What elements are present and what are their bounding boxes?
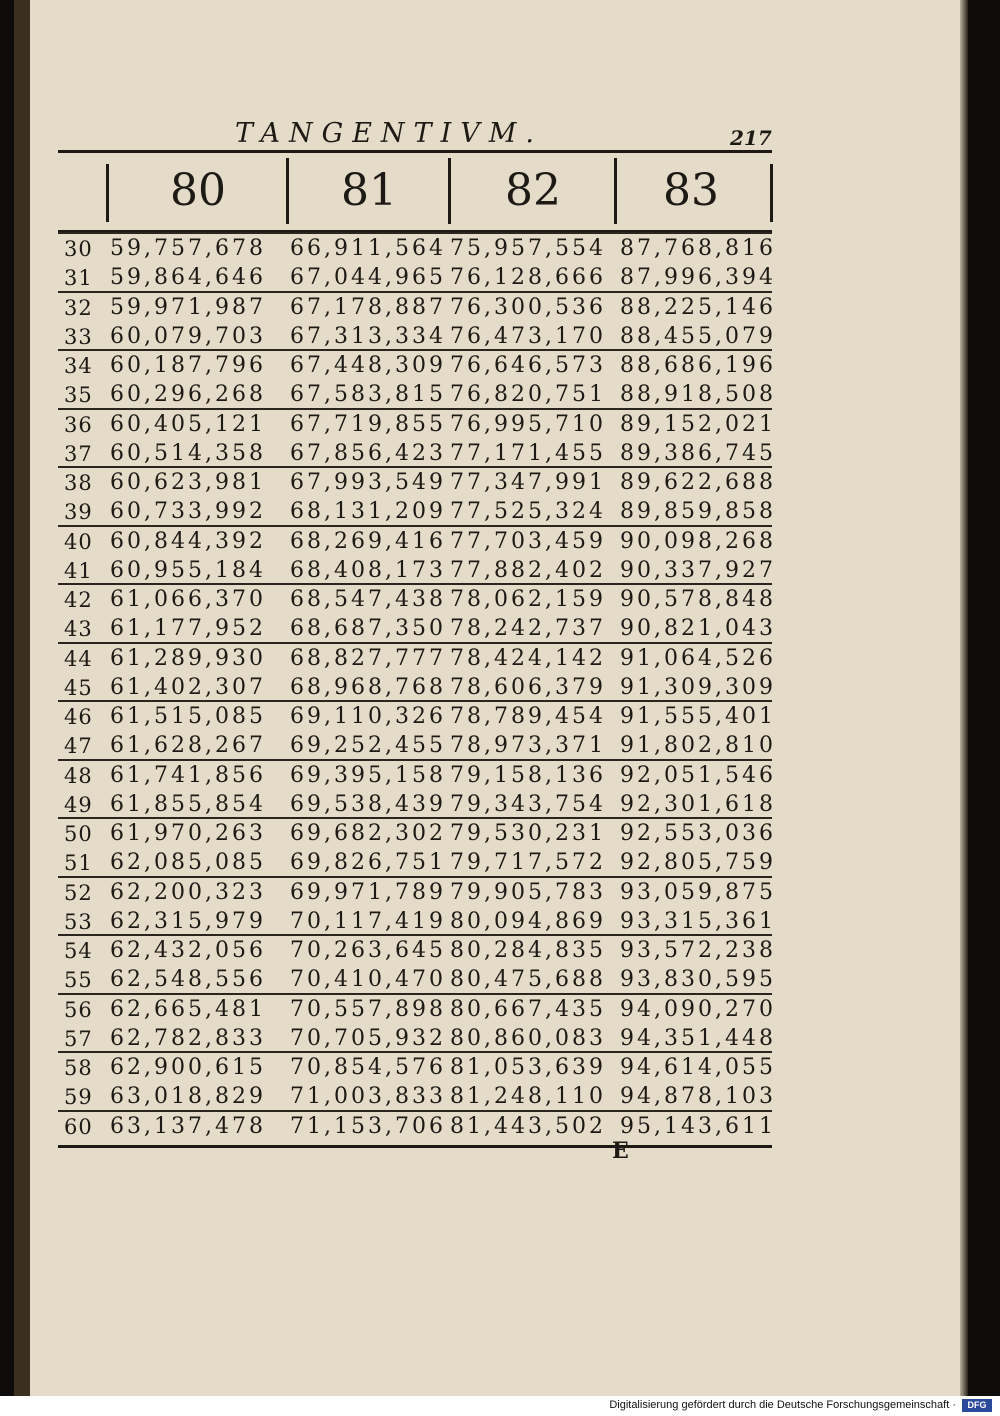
value-cell-81: 68,968,768 xyxy=(290,674,446,700)
minute-cell: 38 xyxy=(64,471,93,495)
table-row xyxy=(58,790,776,820)
minute-cell: 54 xyxy=(64,939,93,963)
table-row xyxy=(58,468,776,498)
value-cell-80: 59,757,678 xyxy=(110,236,266,261)
value-cell-82: 76,128,666 xyxy=(450,265,606,290)
value-cell-81: 70,117,419 xyxy=(290,908,446,934)
value-cell-81: 70,263,645 xyxy=(290,938,446,963)
table-top-rule xyxy=(58,150,772,153)
value-cell-82: 76,646,573 xyxy=(450,353,606,378)
table-row xyxy=(58,995,776,1025)
value-cell-80: 61,855,854 xyxy=(110,791,266,817)
value-cell-83: 90,098,268 xyxy=(620,528,776,554)
minute-cell: 59 xyxy=(64,1085,93,1109)
value-cell-82: 76,473,170 xyxy=(450,323,606,349)
minute-cell: 60 xyxy=(64,1114,93,1139)
value-cell-80: 62,432,056 xyxy=(110,938,266,963)
value-cell-80: 62,900,615 xyxy=(110,1055,266,1080)
value-cell-83: 87,996,394 xyxy=(620,265,776,290)
value-cell-81: 69,971,789 xyxy=(290,879,446,905)
value-cell-80: 61,741,856 xyxy=(110,762,266,788)
value-cell-83: 93,830,595 xyxy=(620,967,776,992)
minute-cell: 37 xyxy=(64,441,93,466)
value-cell-83: 92,553,036 xyxy=(620,821,776,846)
table-row xyxy=(58,439,776,469)
value-cell-81: 69,826,751 xyxy=(290,850,446,875)
table-row xyxy=(58,878,776,908)
value-cell-82: 77,882,402 xyxy=(450,557,606,583)
value-cell-81: 71,003,833 xyxy=(290,1084,446,1109)
value-cell-81: 66,911,564 xyxy=(290,236,446,261)
minute-cell: 41 xyxy=(64,558,93,583)
dfg-logo: DFG xyxy=(962,1399,992,1412)
minute-cell: 47 xyxy=(64,734,93,758)
value-cell-82: 80,667,435 xyxy=(450,996,606,1022)
table-row xyxy=(58,410,776,440)
table-row xyxy=(58,1082,776,1112)
table-row xyxy=(58,263,776,293)
page-number: 217 xyxy=(730,126,772,150)
minute-cell: 51 xyxy=(64,851,93,875)
value-cell-80: 60,623,981 xyxy=(110,470,266,495)
minute-cell: 33 xyxy=(64,324,93,349)
minute-cell: 34 xyxy=(64,354,93,378)
minute-cell: 43 xyxy=(64,617,93,641)
value-cell-83: 91,064,526 xyxy=(620,645,776,671)
footer-bar xyxy=(0,1396,1000,1416)
column-header-80: 80 xyxy=(170,165,226,216)
value-cell-82: 79,343,754 xyxy=(450,791,606,817)
value-cell-81: 67,719,855 xyxy=(290,411,446,437)
table-row xyxy=(58,907,776,937)
value-cell-83: 89,386,745 xyxy=(620,440,776,466)
table-row xyxy=(58,1053,776,1083)
value-cell-80: 61,402,307 xyxy=(110,674,266,700)
table-row xyxy=(58,322,776,352)
value-cell-82: 78,242,737 xyxy=(450,616,606,641)
table-row xyxy=(58,585,776,615)
value-cell-80: 59,864,646 xyxy=(110,265,266,290)
minute-cell: 42 xyxy=(64,588,93,612)
value-cell-80: 60,955,184 xyxy=(110,557,266,583)
value-cell-80: 61,289,930 xyxy=(110,645,266,671)
value-cell-81: 69,538,439 xyxy=(290,791,446,817)
table-row xyxy=(58,761,776,791)
value-cell-81: 67,448,309 xyxy=(290,353,446,378)
value-cell-82: 79,905,783 xyxy=(450,879,606,905)
table-row xyxy=(58,614,776,644)
value-cell-80: 63,018,829 xyxy=(110,1084,266,1109)
table-row xyxy=(58,380,776,410)
minute-cell: 44 xyxy=(64,646,93,671)
value-cell-83: 91,309,309 xyxy=(620,674,776,700)
value-cell-83: 93,572,238 xyxy=(620,938,776,963)
value-cell-80: 60,733,992 xyxy=(110,499,266,524)
value-cell-81: 68,131,209 xyxy=(290,499,446,524)
table-row xyxy=(58,673,776,703)
minute-cell: 50 xyxy=(64,822,93,846)
table-row xyxy=(58,936,776,966)
value-cell-80: 62,315,979 xyxy=(110,908,266,934)
value-cell-81: 70,410,470 xyxy=(290,967,446,992)
value-cell-80: 60,405,121 xyxy=(110,411,266,437)
table-row xyxy=(58,848,776,878)
value-cell-83: 91,802,810 xyxy=(620,733,776,758)
value-cell-81: 69,252,455 xyxy=(290,733,446,758)
value-cell-80: 62,665,481 xyxy=(110,996,266,1022)
value-cell-80: 62,085,085 xyxy=(110,850,266,875)
value-cell-83: 92,805,759 xyxy=(620,850,776,875)
value-cell-82: 81,443,502 xyxy=(450,1113,606,1139)
value-cell-81: 70,705,932 xyxy=(290,1025,446,1051)
minute-cell: 56 xyxy=(64,997,93,1022)
value-cell-81: 68,687,350 xyxy=(290,616,446,641)
value-cell-80: 61,628,267 xyxy=(110,733,266,758)
value-cell-81: 67,313,334 xyxy=(290,323,446,349)
value-cell-82: 76,995,710 xyxy=(450,411,606,437)
column-divider xyxy=(614,158,617,224)
value-cell-83: 95,143,611 xyxy=(620,1113,776,1139)
minute-cell: 40 xyxy=(64,529,93,554)
value-cell-81: 69,395,158 xyxy=(290,762,446,788)
column-divider xyxy=(448,158,451,224)
table-row xyxy=(58,293,776,323)
value-cell-81: 67,178,887 xyxy=(290,294,446,320)
minute-cell: 52 xyxy=(64,880,93,905)
minute-cell: 36 xyxy=(64,412,93,437)
minute-cell: 53 xyxy=(64,909,93,934)
value-cell-83: 94,351,448 xyxy=(620,1025,776,1051)
value-cell-83: 89,859,858 xyxy=(620,499,776,524)
minute-cell: 31 xyxy=(64,266,93,290)
value-cell-82: 77,703,459 xyxy=(450,528,606,554)
table-row xyxy=(58,1024,776,1054)
value-cell-82: 80,094,869 xyxy=(450,908,606,934)
value-cell-80: 60,296,268 xyxy=(110,382,266,407)
value-cell-80: 59,971,987 xyxy=(110,294,266,320)
minute-cell: 57 xyxy=(64,1026,93,1051)
value-cell-81: 67,856,423 xyxy=(290,440,446,466)
table-row xyxy=(58,819,776,849)
value-cell-80: 61,515,085 xyxy=(110,704,266,729)
value-cell-80: 62,548,556 xyxy=(110,967,266,992)
header-title: TANGENTIVM. xyxy=(235,118,543,149)
value-cell-81: 70,557,898 xyxy=(290,996,446,1022)
value-cell-80: 60,079,703 xyxy=(110,323,266,349)
column-header-row xyxy=(58,156,772,230)
value-cell-82: 80,475,688 xyxy=(450,967,606,992)
value-cell-82: 79,158,136 xyxy=(450,762,606,788)
value-cell-83: 88,686,196 xyxy=(620,353,776,378)
value-cell-80: 60,187,796 xyxy=(110,353,266,378)
minute-cell: 48 xyxy=(64,763,93,788)
value-cell-83: 90,578,848 xyxy=(620,587,776,612)
value-cell-82: 77,525,324 xyxy=(450,499,606,524)
minute-cell: 46 xyxy=(64,705,93,729)
value-cell-82: 78,973,371 xyxy=(450,733,606,758)
value-cell-82: 79,530,231 xyxy=(450,821,606,846)
value-cell-83: 87,768,816 xyxy=(620,236,776,261)
table-row xyxy=(58,1112,776,1142)
value-cell-80: 62,200,323 xyxy=(110,879,266,905)
value-cell-81: 68,827,777 xyxy=(290,645,446,671)
value-cell-82: 80,284,835 xyxy=(450,938,606,963)
value-cell-81: 70,854,576 xyxy=(290,1055,446,1080)
table-row xyxy=(58,731,776,761)
value-cell-83: 89,152,021 xyxy=(620,411,776,437)
table-row xyxy=(58,556,776,586)
value-cell-80: 60,514,358 xyxy=(110,440,266,466)
column-divider xyxy=(286,158,289,224)
book-page xyxy=(14,0,960,1396)
column-divider xyxy=(106,164,109,222)
value-cell-81: 67,583,815 xyxy=(290,382,446,407)
value-cell-82: 78,062,159 xyxy=(450,587,606,612)
minute-cell: 49 xyxy=(64,792,93,817)
value-cell-82: 81,248,110 xyxy=(450,1084,606,1109)
table-row xyxy=(58,497,776,527)
table-bottom-rule xyxy=(58,1145,772,1148)
value-cell-82: 78,424,142 xyxy=(450,645,606,671)
value-cell-80: 62,782,833 xyxy=(110,1025,266,1051)
footer-credit: Digitalisierung gefördert durch die Deutsche Forschungsgemeinschaft · xyxy=(609,1399,956,1411)
value-cell-80: 61,970,263 xyxy=(110,821,266,846)
value-cell-83: 92,051,546 xyxy=(620,762,776,788)
table-row xyxy=(58,234,776,264)
table-row xyxy=(58,351,776,381)
column-header-83: 83 xyxy=(663,165,719,216)
table-row xyxy=(58,965,776,995)
value-cell-83: 90,821,043 xyxy=(620,616,776,641)
value-cell-83: 90,337,927 xyxy=(620,557,776,583)
minute-cell: 30 xyxy=(64,237,93,261)
value-cell-82: 78,606,379 xyxy=(450,674,606,700)
value-cell-83: 92,301,618 xyxy=(620,791,776,817)
value-cell-83: 94,614,055 xyxy=(620,1055,776,1080)
value-cell-83: 91,555,401 xyxy=(620,704,776,729)
column-divider xyxy=(770,164,773,222)
value-cell-81: 67,993,549 xyxy=(290,470,446,495)
value-cell-81: 67,044,965 xyxy=(290,265,446,290)
value-cell-81: 71,153,706 xyxy=(290,1113,446,1139)
value-cell-80: 63,137,478 xyxy=(110,1113,266,1139)
minute-cell: 55 xyxy=(64,968,93,992)
value-cell-80: 61,066,370 xyxy=(110,587,266,612)
value-cell-82: 77,347,991 xyxy=(450,470,606,495)
table-row xyxy=(58,644,776,674)
table-row xyxy=(58,527,776,557)
value-cell-82: 76,820,751 xyxy=(450,382,606,407)
signature-mark: E xyxy=(612,1138,629,1164)
minute-cell: 58 xyxy=(64,1056,93,1080)
value-cell-82: 77,171,455 xyxy=(450,440,606,466)
value-cell-81: 68,408,173 xyxy=(290,557,446,583)
value-cell-83: 93,315,361 xyxy=(620,908,776,934)
value-cell-82: 80,860,083 xyxy=(450,1025,606,1051)
value-cell-83: 93,059,875 xyxy=(620,879,776,905)
minute-cell: 39 xyxy=(64,500,93,524)
column-header-81: 81 xyxy=(341,165,397,216)
value-cell-83: 89,622,688 xyxy=(620,470,776,495)
value-cell-82: 76,300,536 xyxy=(450,294,606,320)
value-cell-83: 94,090,270 xyxy=(620,996,776,1022)
minute-cell: 35 xyxy=(64,383,93,407)
minute-cell: 32 xyxy=(64,295,93,320)
value-cell-82: 81,053,639 xyxy=(450,1055,606,1080)
value-cell-82: 79,717,572 xyxy=(450,850,606,875)
value-cell-83: 94,878,103 xyxy=(620,1084,776,1109)
value-cell-82: 78,789,454 xyxy=(450,704,606,729)
page-edge xyxy=(960,0,968,1396)
value-cell-81: 68,269,416 xyxy=(290,528,446,554)
minute-cell: 45 xyxy=(64,675,93,700)
value-cell-81: 69,682,302 xyxy=(290,821,446,846)
column-header-82: 82 xyxy=(505,165,561,216)
value-cell-81: 68,547,438 xyxy=(290,587,446,612)
value-cell-83: 88,455,079 xyxy=(620,323,776,349)
value-cell-83: 88,918,508 xyxy=(620,382,776,407)
value-cell-82: 75,957,554 xyxy=(450,236,606,261)
value-cell-81: 69,110,326 xyxy=(290,704,446,729)
value-cell-83: 88,225,146 xyxy=(620,294,776,320)
value-cell-80: 61,177,952 xyxy=(110,616,266,641)
table-row xyxy=(58,702,776,732)
value-cell-80: 60,844,392 xyxy=(110,528,266,554)
